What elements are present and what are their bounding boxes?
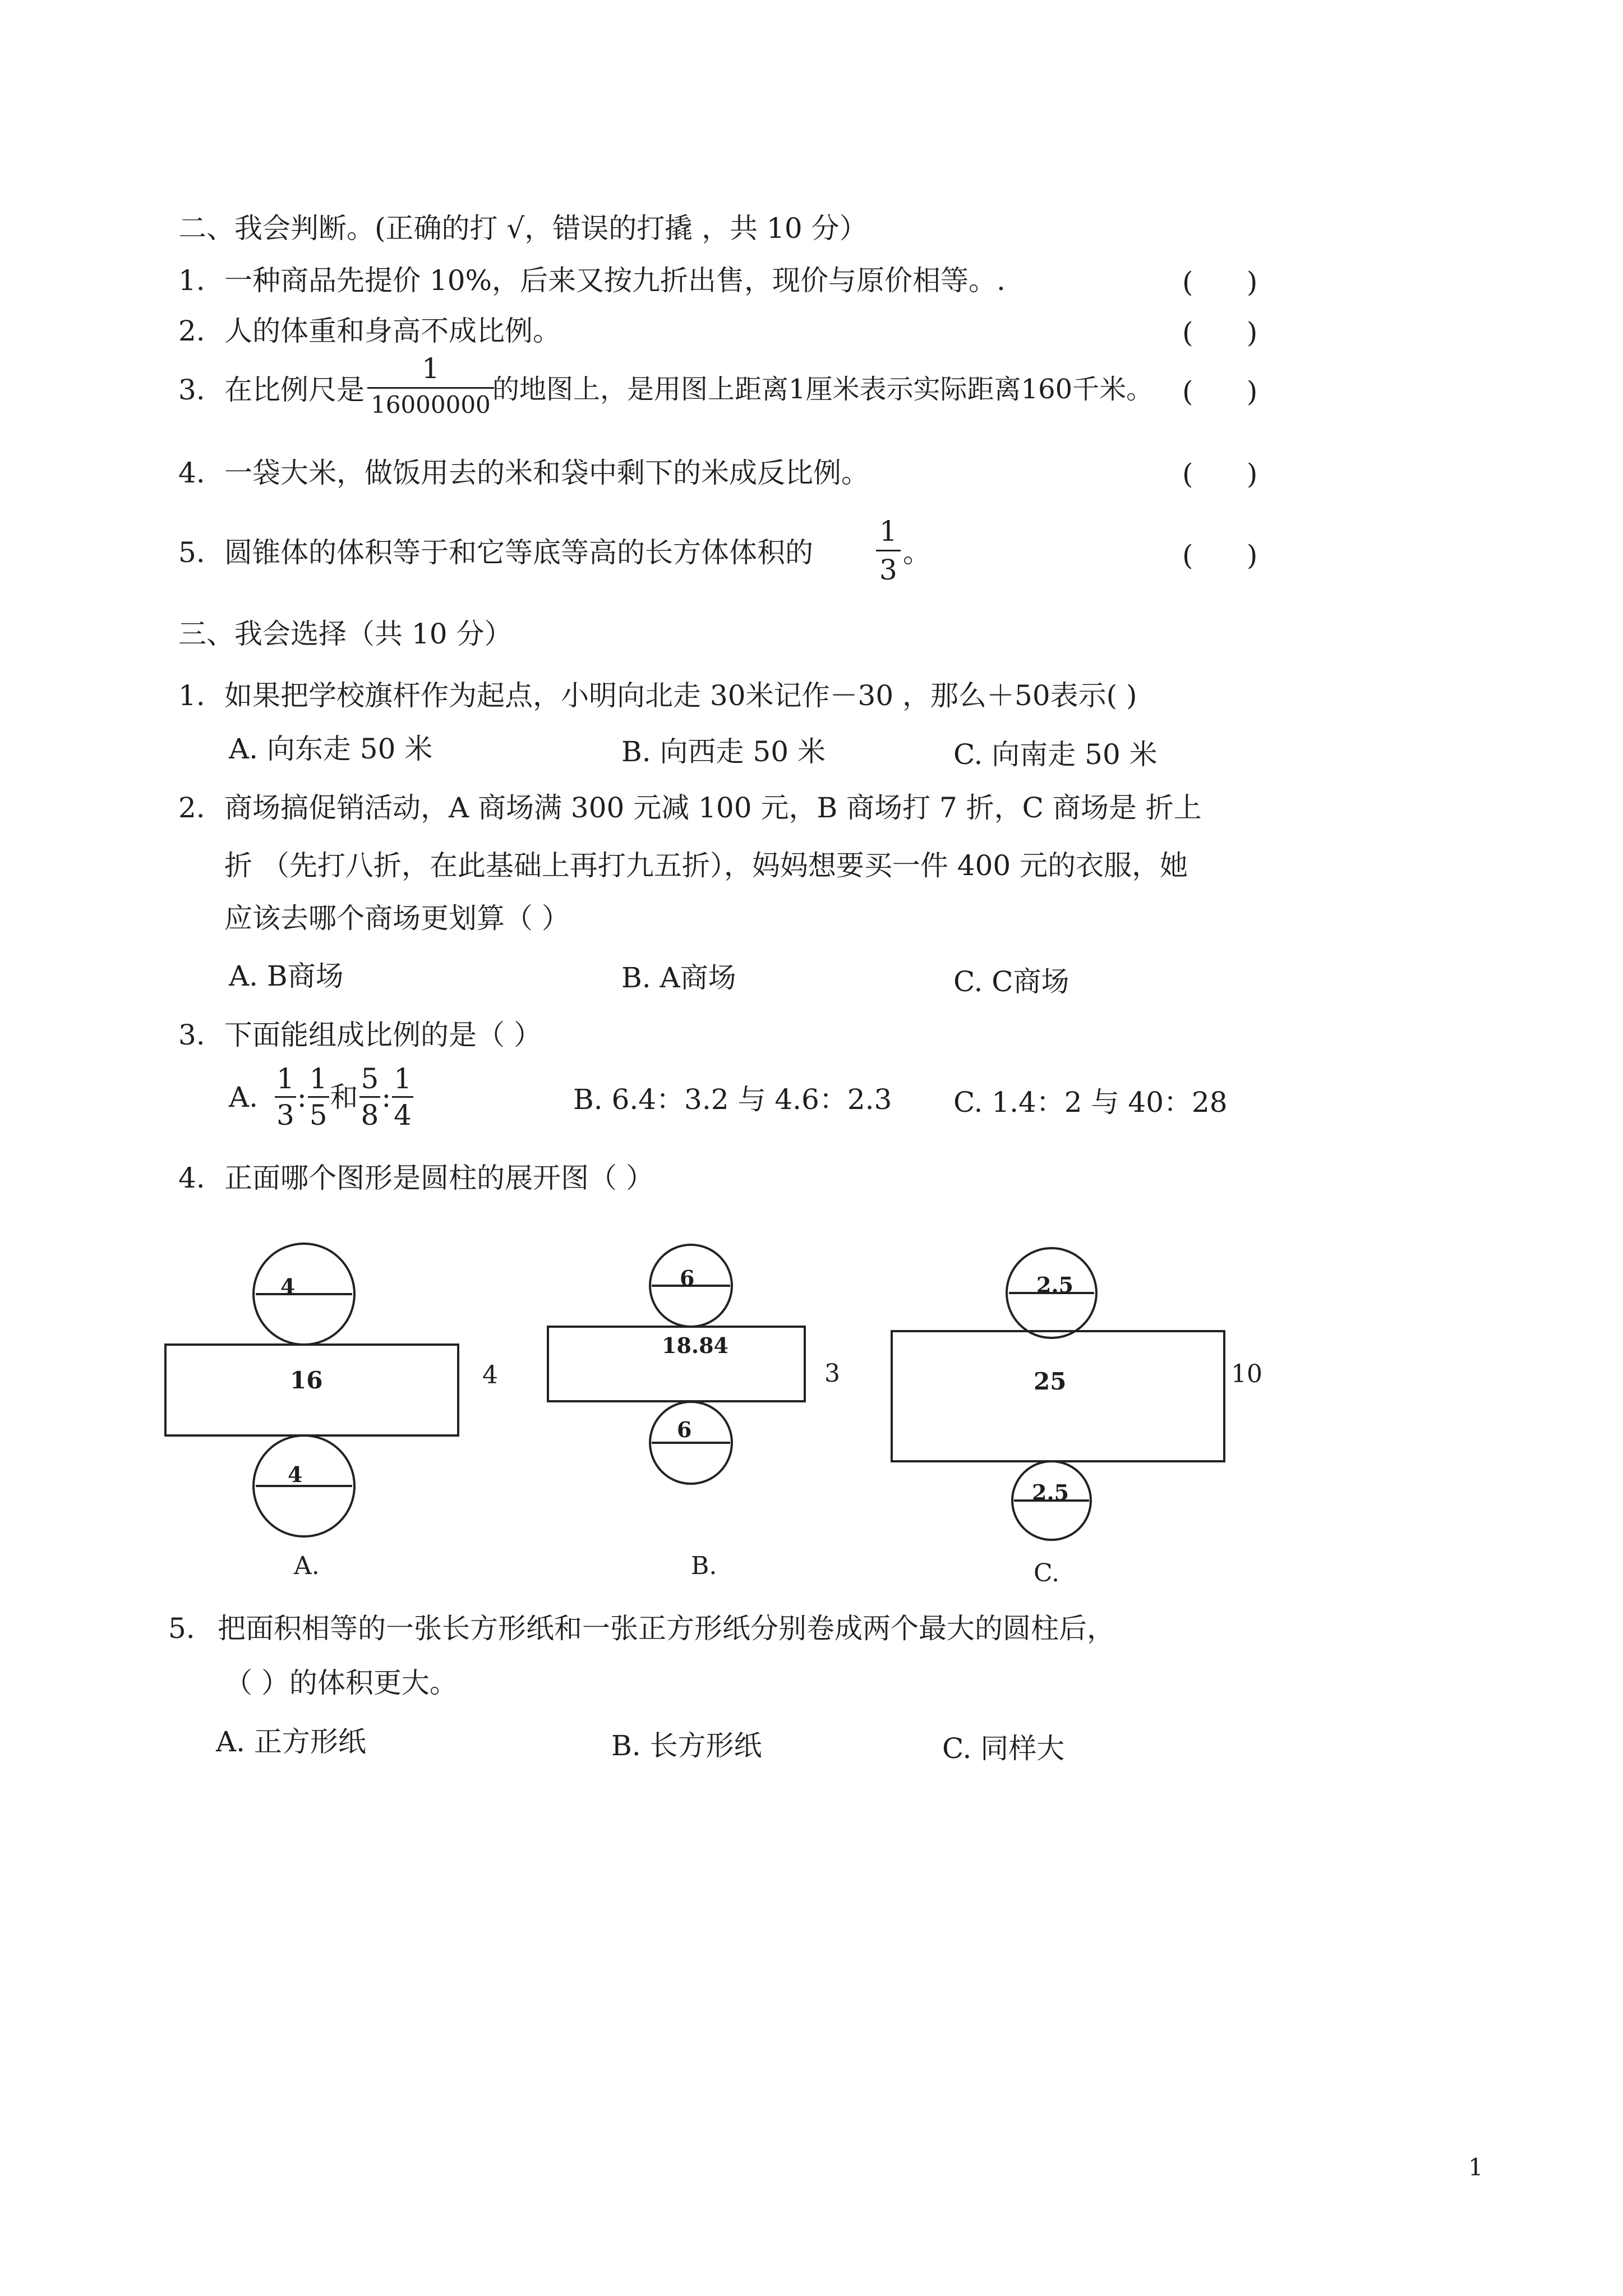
choice-q4-text: 正面哪个图形是圆柱的展开图（ ） [224, 1162, 654, 1194]
figure-c-rectangle [892, 1331, 1224, 1461]
figure-b-bottom-circle-label: 6 [677, 1417, 692, 1442]
fraction-one-fourth: $\frac{1}{4}$ [392, 1065, 413, 1129]
choice-q5-option-c[interactable]: C. 同样大 [942, 1732, 1065, 1765]
choice-q2-number: 2. [178, 792, 205, 824]
figure-c-rect-label: 25 [1034, 1368, 1067, 1395]
judge-q1-answer-bracket[interactable]: ( ) [1182, 266, 1258, 298]
choice-q1-number: 1. [178, 679, 205, 712]
figure-a-rect-label: 16 [290, 1366, 323, 1394]
section3-title: 三、我会选择（共 10 分） [178, 618, 513, 650]
judge-q4-answer-bracket[interactable]: ( ) [1182, 458, 1258, 490]
judge-q2-answer-bracket[interactable]: ( ) [1182, 316, 1258, 349]
fraction-one-fifth: $\frac{1}{5}$ [308, 1065, 329, 1129]
judge-q3-answer-bracket[interactable]: ( ) [1182, 375, 1258, 408]
section2-title: 二、我会判断。(正确的打 √，错误的打撬 ，共 10 分） [178, 212, 868, 245]
judge-q3-text-post: 的地图上，是用图上距离1厘米表示实际距离160千米。 [492, 374, 1154, 405]
choice-q1-option-a[interactable]: A. 向东走 50 米 [229, 733, 433, 765]
choice-q5-line2: （ ）的体积更大。 [224, 1667, 458, 1699]
one-third-numerator: 1 [879, 515, 897, 547]
figure-b-bottom-circle [650, 1402, 732, 1484]
choice-q3-number: 3. [178, 1019, 205, 1051]
judge-q5-answer-bracket[interactable]: ( ) [1182, 539, 1258, 572]
figure-b-option-label[interactable]: B. [691, 1552, 717, 1580]
choice-q3-text: 下面能组成比例的是（ ） [224, 1019, 542, 1051]
judge-q1-number: 1. [178, 264, 205, 297]
figure-a-bottom-circle-label: 4 [288, 1462, 303, 1487]
judge-q5-number: 5. [178, 536, 205, 569]
choice-q4-number: 4. [178, 1162, 205, 1194]
one-third-denominator: 3 [876, 550, 901, 584]
choice-q1-option-b[interactable]: B. 向西走 50 米 [621, 735, 826, 768]
choice-q2-option-c[interactable]: C. C商场 [953, 965, 1069, 998]
figure-c-side-label: 10 [1231, 1360, 1262, 1388]
option-a-label: A. [229, 1080, 259, 1114]
choice-q5-number: 5. [168, 1612, 195, 1645]
figure-c-option-label[interactable]: C. [1034, 1559, 1060, 1588]
choice-q3-option-c[interactable]: C. 1.4：2 与 40：28 [953, 1086, 1228, 1119]
choice-q5-option-a[interactable]: A. 正方形纸 [216, 1726, 366, 1758]
and-word: 和 [330, 1080, 358, 1114]
ratio-colon: : [381, 1080, 391, 1114]
choice-q2-line2: 折 （先打八折，在此基础上再打九五折），妈妈想要买一件 400 元的衣服，她 [224, 849, 1188, 882]
figure-a-side-label: 4 [482, 1361, 498, 1389]
figure-b-top-circle-label: 6 [680, 1266, 695, 1291]
figure-b-side-label: 3 [824, 1359, 840, 1388]
choice-q3-option-b[interactable]: B. 6.4：3.2 与 4.6：2.3 [573, 1083, 892, 1116]
scale-fraction-denominator: 16000000 [367, 387, 494, 417]
figure-b-rect-label: 18.84 [662, 1333, 728, 1358]
choice-q3-option-a[interactable] [229, 1062, 414, 1131]
choice-q2-line1: 商场搞促销活动，A 商场满 300 元减 100 元，B 商场打 7 折，C 商场是 折上 [224, 792, 1202, 824]
judge-q4-number: 4. [178, 457, 205, 489]
judge-q2-text: 人的体重和身高不成比例。 [224, 315, 561, 347]
fraction-five-eighths: $\frac{5}{8}$ [359, 1065, 381, 1129]
figure-a-top-circle-label: 4 [280, 1274, 296, 1299]
judge-q5-text-post: 。 [903, 536, 931, 569]
judge-q3-text-pre: 在比例尺是 [224, 374, 365, 406]
choice-q2-option-a[interactable]: A. B商场 [229, 960, 344, 992]
ratio-colon: : [297, 1080, 307, 1114]
judge-q1-text: 一种商品先提价 10%，后来又按九折出售，现价与原价相等。. [224, 264, 1006, 297]
judge-q2-number: 2. [178, 315, 205, 347]
judge-q4-text: 一袋大米，做饭用去的米和袋中剩下的米成反比例。 [224, 457, 869, 489]
judge-q3-number: 3. [178, 374, 205, 406]
page-number: 1 [1468, 2154, 1483, 2181]
figure-a-option-label[interactable]: A. [294, 1552, 320, 1580]
fraction-one-third: $\frac{1}{3}$ [275, 1065, 296, 1129]
choice-q5-line1: 把面积相等的一张长方形纸和一张正方形纸分别卷成两个最大的圆柱后， [218, 1612, 1115, 1645]
figure-c-top-circle-label: 2.5 [1036, 1272, 1074, 1297]
choice-q2-option-b[interactable]: B. A商场 [621, 961, 736, 994]
choice-q2-line3: 应该去哪个商场更划算（ ） [224, 902, 570, 935]
choice-q1-text: 如果把学校旗杆作为起点，小明向北走 30米记作－30 ，那么＋50表示( ) [224, 679, 1137, 712]
one-third-fraction [876, 517, 901, 584]
scale-fraction-numerator: 1 [421, 352, 440, 385]
judge-q5-text-pre: 圆锥体的体积等于和它等底等高的长方体体积的 [224, 536, 813, 569]
figure-a-top-circle [253, 1244, 354, 1345]
choice-q1-option-c[interactable]: C. 向南走 50 米 [953, 738, 1158, 771]
figure-c-bottom-circle-label: 2.5 [1032, 1480, 1069, 1505]
choice-q5-option-b[interactable]: B. 长方形纸 [611, 1729, 762, 1762]
scale-fraction [367, 352, 494, 418]
figure-a-bottom-circle [253, 1435, 354, 1536]
